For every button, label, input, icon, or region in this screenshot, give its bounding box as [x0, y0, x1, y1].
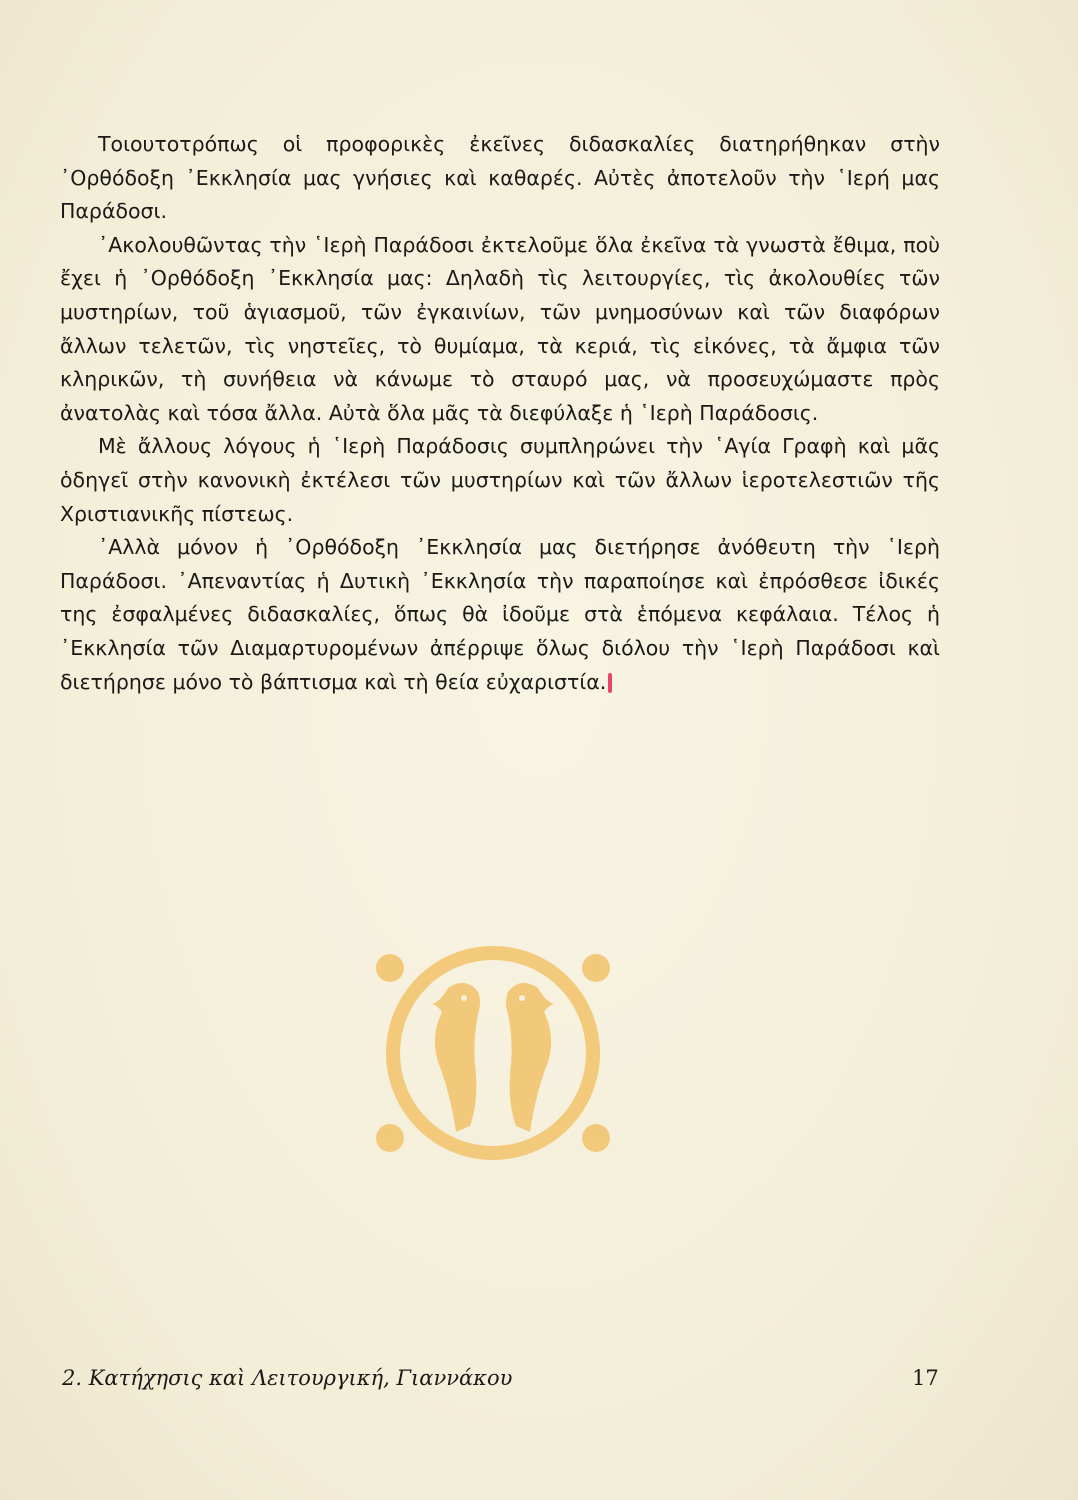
paragraph-1: Τοιουτοτρόπως οἱ προφορικὲς ἐκεῖνες διδασκαλίες διατηρήθηκαν στὴν ᾿Ορθόδοξη ᾿Εκκλησία μας γνήσιες καὶ καθαρές. Αὐτὲς ἀποτελοῦν τὴν ῾Ιερή μας Παράδοσι. [60, 132, 940, 224]
paragraph-2: ᾿Ακολουθῶντας τὴν ῾Ιερὴ Παράδοσι ἐκτελοῦμε ὅλα ἐκεῖνα τὰ γνωστὰ ἔθιμα, ποὺ ἔχει ἡ ᾿Ορθόδοξη ᾿Εκκλησία μας: Δηλαδὴ τὶς λειτουργίες, τὶς ἀκολουθίες τῶν μυστηρίων, τοῦ ἁγιασμοῦ, τῶν ἐγκαινίων, τῶν μνημοσύνων καὶ τῶν διαφόρων ἄλλων τελετῶν, τὶς νηστεῖες, τὸ θυμίαμα, τὰ κεριά, τὶς εἰκόνες, τὰ ἄμφια τῶν κληρικῶν, τὴ συνήθεια νὰ κάνωμε τὸ σταυρό μας, νὰ προσευχώμαστε πρὸς ἀνατολὰς καὶ τόσα ἄλλα. Αὐτὰ ὅλα μᾶς τὰ διεφύλαξε ἡ ῾Ιερὴ Παράδοσις. [60, 232, 940, 425]
body-text [60, 128, 940, 699]
paragraph-4-text: ᾿Αλλὰ μόνον ἡ ᾿Ορθόδοξη ᾿Εκκλησία μας διετήρησε ἀνόθευτη τὴν ῾Ιερὴ Παράδοσι. ᾿Απεναντίας ἡ Δυτικὴ ᾿Εκκλησία τὴν παραποίησε καὶ ἐπρόσθεσε ἰδικές της ἐσφαλμένες διδασκαλίες, ὅπως θὰ ἰδοῦμε στὰ ἑπόμενα κεφάλαια. Τέλος ἡ ᾿Εκκλησία τῶν Διαμαρτυρομένων ἀπέρριψε ὅλως διόλου τὴν ῾Ιερὴ Παράδοσι καὶ διετήρησε μόνο τὸ βάπτισμα καὶ τὴ θεία εὐχαριστία. [60, 535, 940, 694]
footer-title: 2. Κατήχησις καὶ Λειτουργική, Γιαννάκου [62, 1366, 513, 1390]
paragraph-3: Μὲ ἄλλους λόγους ἡ ῾Ιερὴ Παράδοσις συμπληρώνει τὴν ῾Αγία Γραφὴ καὶ μᾶς ὁδηγεῖ στὴν κανονικὴ ἐκτέλεσι τῶν μυστηρίων καὶ τῶν ἄλλων ἱεροτελεστιῶν τῆς Χριστιανικῆς πίστεως. [60, 434, 940, 526]
pen-mark-icon [608, 673, 612, 693]
paragraph-4 [60, 531, 940, 699]
two-birds-emblem-icon [368, 928, 618, 1178]
page-number: 17 [912, 1366, 939, 1390]
